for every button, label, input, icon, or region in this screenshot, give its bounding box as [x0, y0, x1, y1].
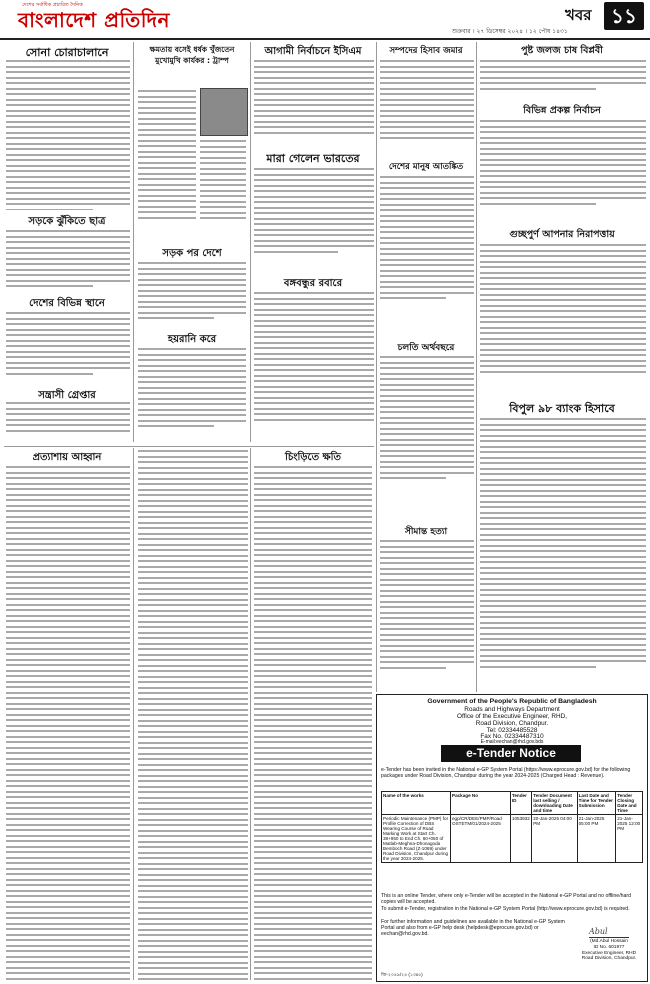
- date-line: শুক্রবার । ২৭ ডিসেম্বর ২০২৪ । ১২ পৌষ ১৪৩১: [452, 28, 568, 35]
- headline-fish: পুষ্ট জলজ চাষ বিপ্লবী: [521, 45, 603, 56]
- news-photo: [200, 88, 248, 136]
- article-body: [380, 60, 474, 156]
- article-body: [380, 176, 474, 326]
- article-body: [6, 402, 130, 442]
- article-body: [6, 466, 130, 980]
- article-body: [138, 262, 246, 328]
- col-header: Name of the works: [382, 792, 451, 815]
- page-number: ১১: [604, 2, 644, 30]
- article-body: [6, 60, 130, 210]
- article-body: [380, 540, 474, 690]
- headline-gold: সোনা চোরাচালানে: [25, 46, 109, 59]
- column-divider: [133, 448, 134, 980]
- tender-table: [381, 791, 643, 863]
- article-body: [6, 230, 130, 290]
- submission-cell: 21-Jan-2025 05:00 PM: [577, 815, 616, 863]
- headline-shrimp: চিংড়িতে ক্ষতি: [284, 452, 342, 463]
- tender-office: Office of the Executive Engineer, RHD,: [457, 713, 567, 720]
- article-body: [138, 90, 196, 240]
- tender-division: Road Division, Chandpur.: [475, 720, 549, 727]
- article-body: [138, 348, 246, 442]
- tagline: দেশের সর্বাধিক প্রচারিত দৈনিক: [22, 2, 83, 8]
- signature-block: [577, 939, 641, 962]
- doc-date-cell: 20-Jan-2025 04:00 PM: [532, 815, 577, 863]
- article-body: [138, 450, 248, 980]
- signer-title: Executive Engineer, RHD: [581, 950, 637, 956]
- headline-security: গুচ্ছপুর্ণ আপনার নিরাপত্তায়: [509, 229, 615, 240]
- tender-gov: Government of the People's Republic of Bangladesh: [427, 698, 597, 705]
- headline-child: চলতি অর্থবছরে: [397, 343, 455, 353]
- headline-family: দেশের মানুষ আতঙ্কিত: [388, 162, 464, 172]
- work-cell: Periodic Maintenance (PMP) for Profile Correction of DBS Wearing Course of Road Marking Work at Start Ch. 38+950 to End Ch. 60+050 of Matlab-Meghna-Dhonagoda Bemboch Road (Z-1069) under Road Division, Chandpur during the year 2024-2025.: [382, 815, 451, 863]
- headline-arrest: সন্ত্রাসী গ্রেপ্তার: [38, 390, 96, 401]
- headline-other: দেশের বিভিন্ন স্থানে: [29, 298, 105, 309]
- col-header: Tender ID: [510, 792, 531, 815]
- tender-dept: Roads and Highways Department: [464, 706, 560, 713]
- signer-office: Road Division, Chandpur.: [581, 956, 637, 962]
- col-header: Tender Closing Date and Time: [616, 792, 643, 815]
- col-header: Package No: [451, 792, 511, 815]
- package-cell: egp/CR/DEE/PMP/Road OSTETM/01/2024-2025: [451, 815, 511, 863]
- column-divider: [476, 42, 477, 692]
- headline-death: মারা গেলেন ভারতের: [266, 152, 360, 165]
- tender-note: This is an online Tender, where only e-Tender will be accepted in the National e-GP Portal and no offline/hard copies will be accepted.: [381, 893, 632, 906]
- article-body: [480, 60, 646, 100]
- tender-id-cell: 1053932: [510, 815, 531, 863]
- tender-intro: e-Tender has been invited in the National e-GP System Portal (https://www.eprocure.gov.bd) for the following packages under Road Division, Chandpur during the year 2024-2025 (Charged Head : Revenue).: [381, 767, 631, 780]
- table-row: [382, 815, 643, 863]
- headline-house: সড়ক পর দেশে: [162, 248, 222, 259]
- headline-trump: ক্ষমতায় বসেই ধর্ষক খুঁজতেন মুখোমুখি কার্যকর : ট্রাম্প: [149, 45, 235, 65]
- tender-note: To submit e-Tender, registration in the National e-GP System Portal (http://www.eprocure.gov.bd) is required.: [381, 906, 630, 912]
- headline-bottom: প্রত্যাশায় আহ্বান: [32, 452, 102, 463]
- col-header: Tender Document last selling / downloading Date and time: [532, 792, 577, 815]
- article-body: [254, 168, 374, 268]
- signer-name: (Md.Abul Hossain: [590, 939, 628, 944]
- column-divider: [133, 42, 134, 442]
- tender-phone: Tel: 02334485528: [486, 727, 538, 734]
- section-divider: [4, 446, 374, 447]
- newspaper-logo: বাংলাদেশ প্রতিদিন: [18, 8, 170, 32]
- article-body: [6, 312, 130, 382]
- tender-fax: Fax No. 02334487310: [480, 733, 544, 740]
- article-body: [254, 466, 372, 980]
- article-body: [480, 244, 646, 394]
- signature: Abul: [589, 927, 629, 938]
- headline-project: বিভিন্ন প্রকল্প নির্বাচন: [523, 105, 601, 116]
- headline-border: সীমান্ত হত্যা: [404, 527, 448, 537]
- tender-title: e-Tender Notice: [441, 745, 581, 762]
- signer-id: ID No. 601977: [593, 944, 625, 950]
- headline-harass: হয়রানি করে: [167, 334, 217, 345]
- ad-reference: জি-২০৪৯/২৪ (১৩x৫): [381, 972, 423, 977]
- closing-cell: 21-Jan-2025 12:00 PM: [616, 815, 643, 863]
- tender-note: For further information and guidelines are available in the National e-GP System Portal and also from e-GP help desk (helpdesk@eprocure.gov.bd) or eechan@rhd.gov.bd.: [381, 919, 565, 938]
- tender-notice: [376, 694, 648, 982]
- headline-trade: বঙ্গবন্ধুর রবারে: [283, 278, 343, 289]
- headline-road: সড়কে ঝুঁকিতে ছাত্র: [28, 216, 106, 227]
- column-divider: [250, 448, 251, 980]
- col-header: Last Date and Time for Tender Submission: [577, 792, 616, 815]
- article-body: [254, 60, 374, 144]
- article-body: [200, 140, 246, 240]
- headline-election: আগামী নির্বাচনে ইসিএম: [264, 46, 362, 57]
- headline-assets: সম্পদের হিসাব জমার: [389, 46, 463, 56]
- column-divider: [376, 42, 377, 692]
- article-body: [480, 418, 646, 690]
- article-body: [254, 292, 374, 442]
- article-body: [380, 356, 474, 506]
- headline-bank: বিপুল ৯৮ ব্যাংক হিসাবে: [509, 402, 615, 415]
- section-name: খবর: [565, 6, 592, 24]
- article-body: [480, 120, 646, 220]
- tender-email: E-mail:eechan@rhd.gov.bds: [480, 739, 544, 745]
- column-divider: [250, 42, 251, 442]
